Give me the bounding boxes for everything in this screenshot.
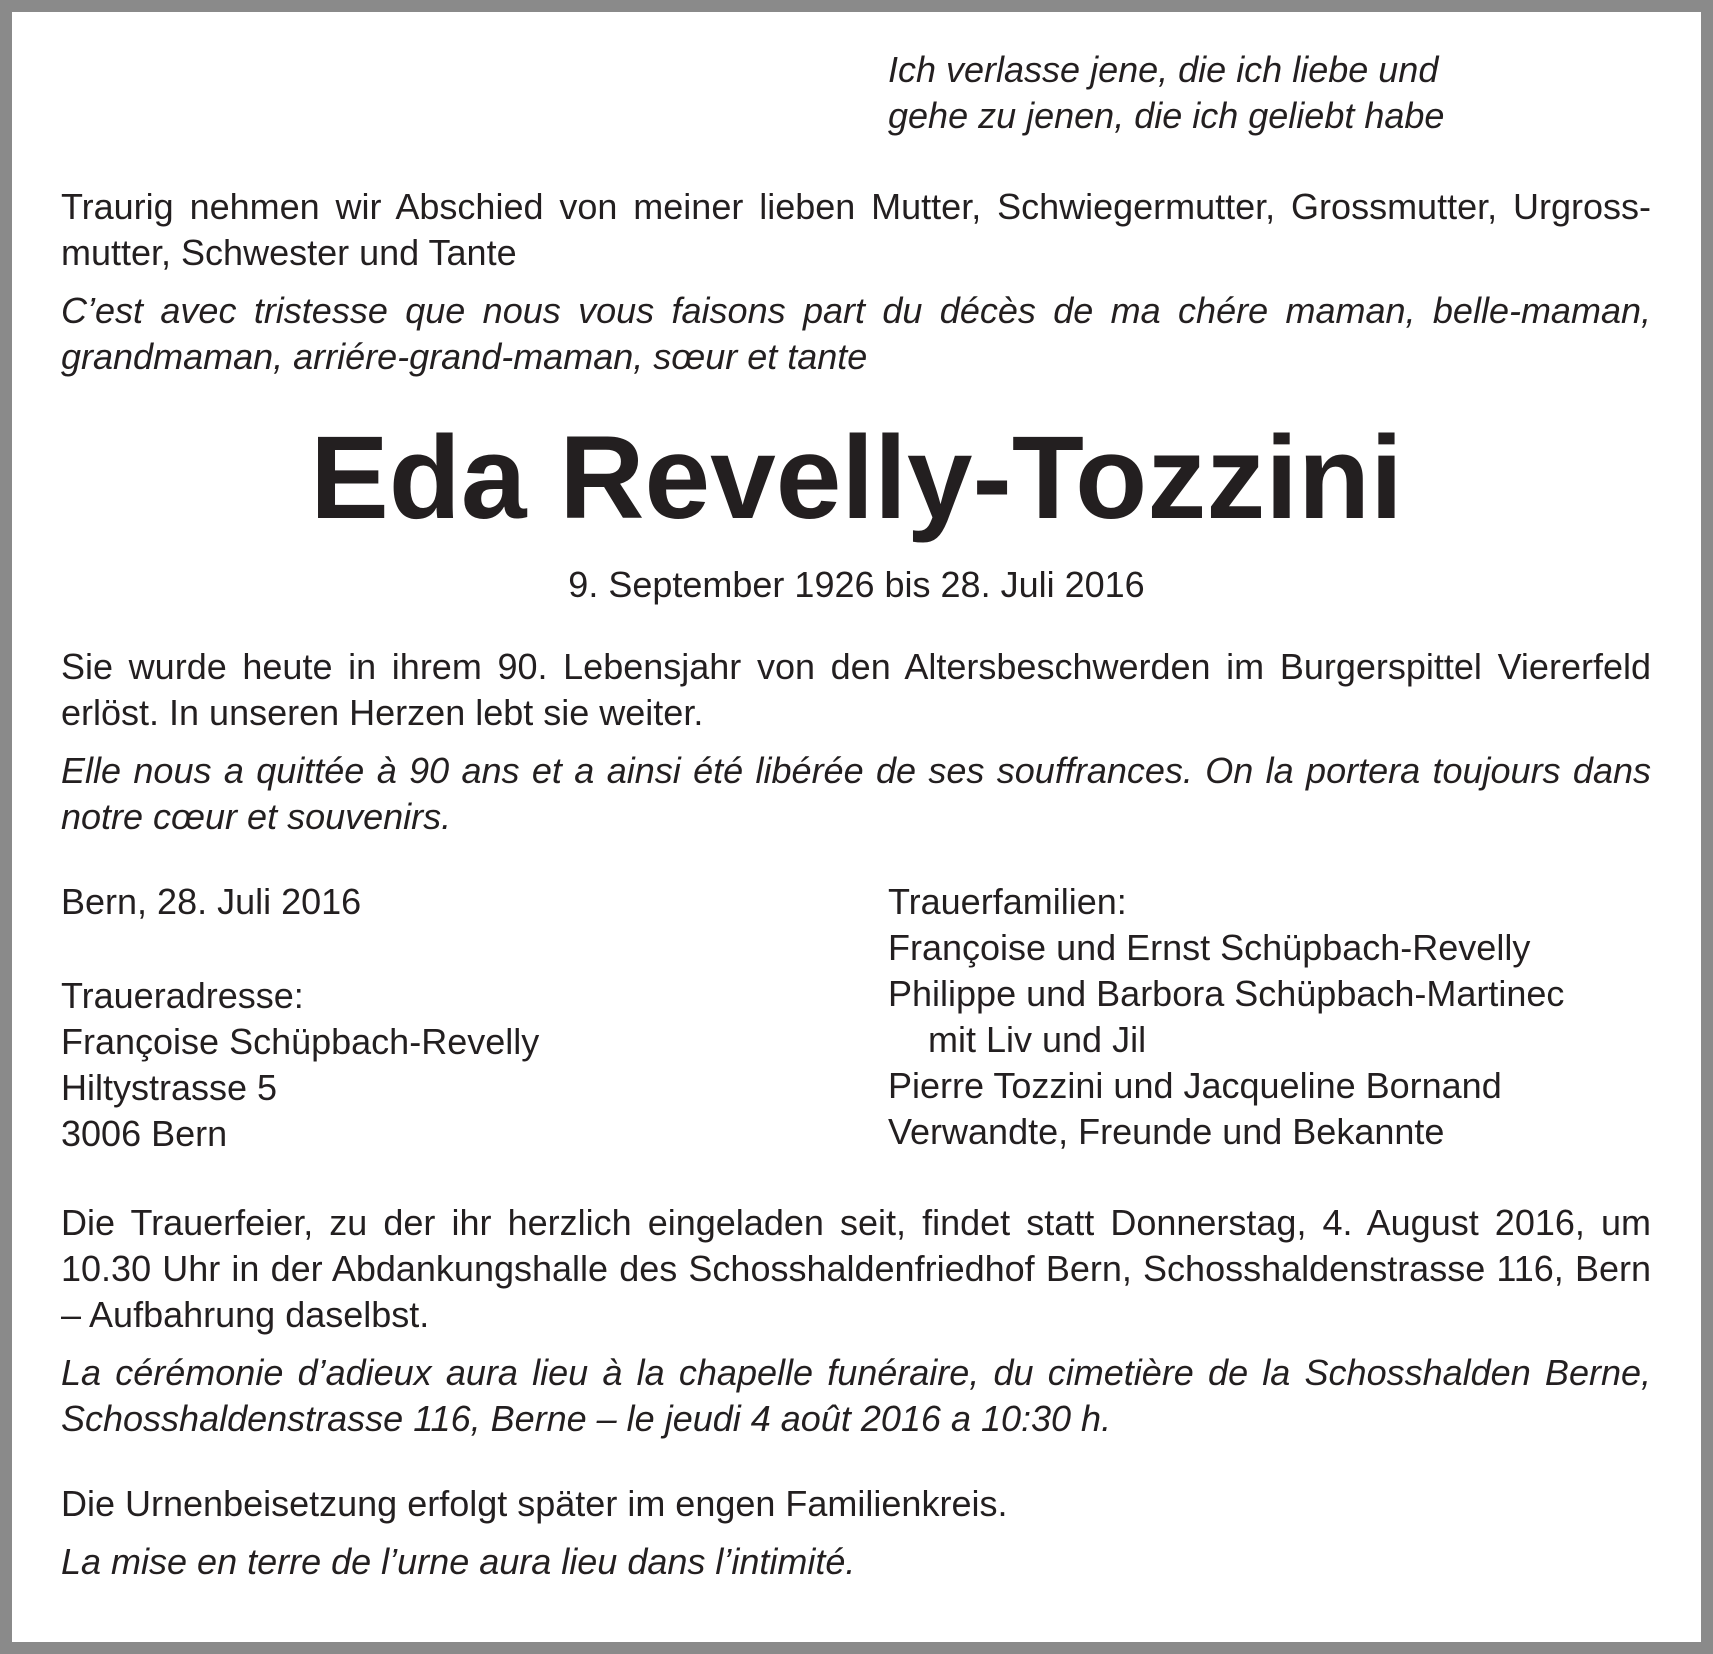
family-line: Françoise und Ernst Schüpbach-Revelly bbox=[888, 927, 1531, 968]
address-line: 3006 Bern bbox=[61, 1113, 228, 1154]
motto-line-2: gehe zu jenen, die ich geliebt habe bbox=[888, 95, 1445, 136]
address-lines bbox=[61, 1019, 539, 1157]
families-label: Trauerfamilien: bbox=[888, 881, 1127, 922]
intro-german: Traurig nehmen wir Abschied von meiner lieben Mutter, Schwiegermutter, Grossmutter, Urgrossmutter, Schwester und Tante bbox=[61, 186, 1651, 273]
burial-german: Die Urnenbeisetzung erfolgt später im engen Familienkreis. bbox=[61, 1483, 1008, 1524]
obituary-notice bbox=[12, 12, 1701, 1642]
place-date: Bern, 28. Juli 2016 bbox=[61, 881, 362, 922]
address-label: Traueradresse: bbox=[61, 975, 304, 1016]
life-dates: 9. September 1926 bis 28. Juli 2016 bbox=[568, 564, 1145, 605]
message-german: Sie wurde heute in ihrem 90. Lebensjahr von den Altersbeschwerden im Burgerspittel Viererfeld erlöst. In unseren Herzen lebt sie weiter. bbox=[61, 646, 1651, 733]
family-line: Verwandte, Freunde und Bekannte bbox=[888, 1111, 1445, 1152]
burial-french: La mise en terre de l’urne aura lieu dans l’intimité. bbox=[61, 1541, 856, 1582]
message-french: Elle nous a quittée à 90 ans et a ainsi été libérée de ses souffrances. On la portera toujours dans notre cœur et souvenirs. bbox=[61, 750, 1651, 837]
family-line: mit Liv und Jil bbox=[928, 1019, 1147, 1060]
address-line: Françoise Schüpbach-Revelly bbox=[61, 1021, 540, 1062]
intro-french: C’est avec tristesse que nous vous faisons part du décès de ma chére maman, belle-maman, grandmaman, arriére-grand-maman, sœur et tante bbox=[61, 290, 1651, 377]
motto-line-1: Ich verlasse jene, die ich liebe und bbox=[888, 49, 1439, 90]
families-list bbox=[888, 925, 1564, 1155]
deceased-name: Eda Revelly-Tozzini bbox=[310, 412, 1403, 544]
family-line: Pierre Tozzini und Jacqueline Bornand bbox=[888, 1065, 1502, 1106]
ceremony-german: Die Trauerfeier, zu der ihr herzlich eingeladen seit, findet statt Donnerstag, 4. August 2016, um 10.30 Uhr in der Abdankungshalle des Schosshaldenfriedhof Bern, Schosshaldenstrasse 116, Bern – Aufbahrung daselbst. bbox=[61, 1202, 1651, 1335]
family-line: Philippe und Barbora Schüpbach-Martinec bbox=[888, 973, 1565, 1014]
address-line: Hiltystrasse 5 bbox=[61, 1067, 278, 1108]
ceremony-french: La cérémonie d’adieux aura lieu à la chapelle funéraire, du cimetière de la Schosshalden Berne, Schosshaldenstrasse 116, Berne – le jeudi 4 août 2016 a 10:30 h. bbox=[61, 1352, 1651, 1439]
